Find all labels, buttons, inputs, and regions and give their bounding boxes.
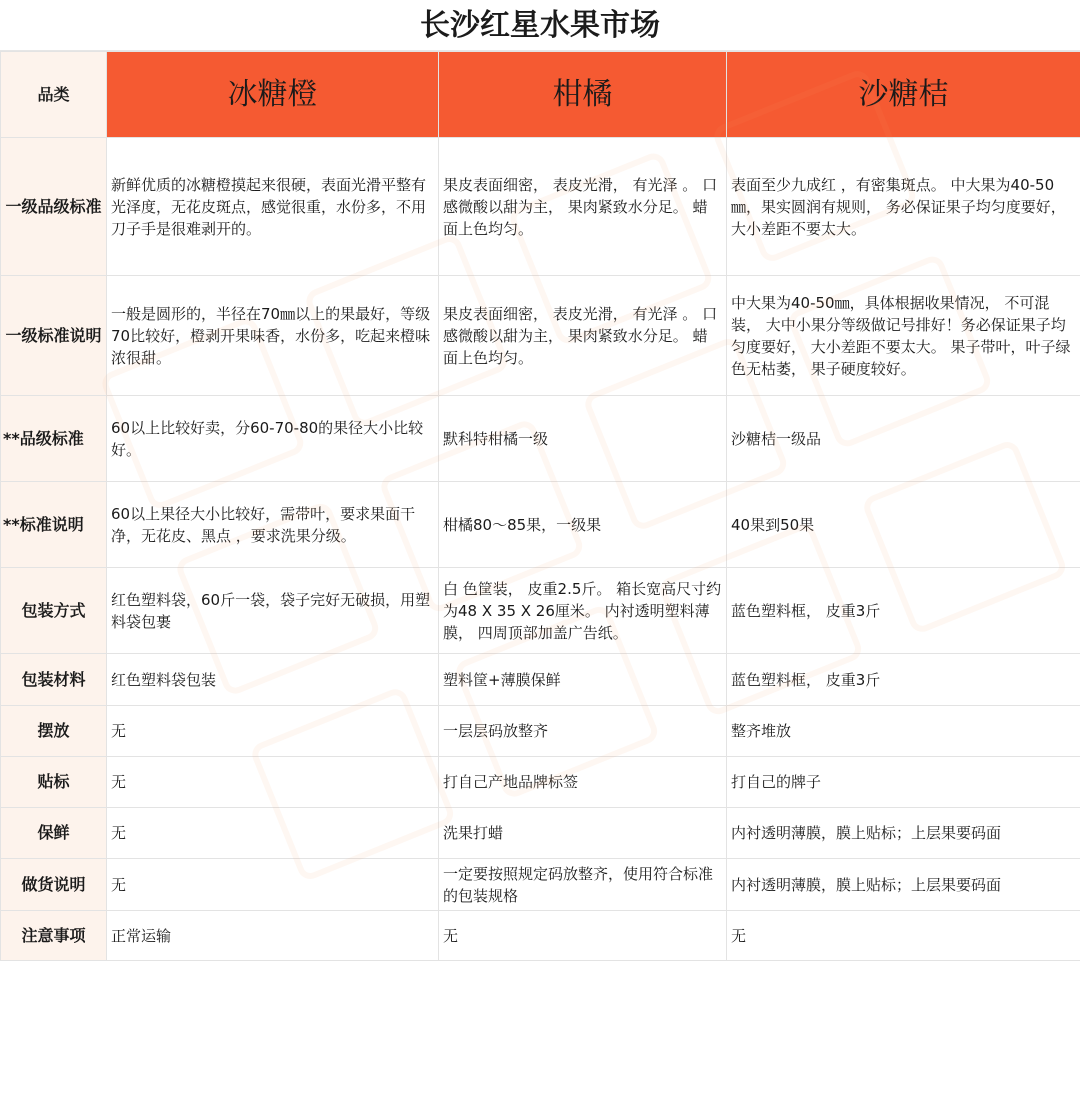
row-label: 包装方式	[1, 568, 107, 654]
table-cell: 一层层码放整齐	[439, 706, 727, 757]
table-cell: 红色塑料袋，60斤一袋，袋子完好无破损，用塑料袋包裹	[107, 568, 439, 654]
table-cell: 表面至少九成红 ，有密集斑点。 中大果为40-50㎜，果实圆润有规则， 务必保证果子均匀度要好， 大小差距不要太大。	[727, 138, 1080, 276]
table-cell: 一般是圆形的，半径在70㎜以上的果最好，等级70比较好，橙剥开果味香，水份多，吃起来橙味浓很甜。	[107, 276, 439, 396]
table-cell: 白 色筐装， 皮重2.5斤。 箱长宽高尺寸约为48 X 35 X 26厘米。 内衬透明塑料薄膜， 四周顶部加盖广告纸。	[439, 568, 727, 654]
table-cell: 蓝色塑料框， 皮重3斤	[727, 568, 1080, 654]
table-cell: 中大果为40-50㎜，具体根据收果情况， 不可混装， 大中小果分等级做记号排好！务必保证果子均匀度要好， 大小差距不要太大。 果子带叶，叶子绿色无枯萎， 果子硬度较好。	[727, 276, 1080, 396]
column-header-ganju: 柑橘	[439, 52, 727, 138]
row-label: **标准说明	[1, 482, 107, 568]
table-cell: 一定要按照规定码放整齐，使用符合标准的包装规格	[439, 859, 727, 911]
table-row	[1, 757, 1080, 808]
row-label: **品级标准	[1, 396, 107, 482]
table-row	[1, 396, 1080, 482]
column-header-shatangju: 沙糖桔	[727, 52, 1080, 138]
row-label: 做货说明	[1, 859, 107, 911]
table-row	[1, 859, 1080, 911]
table-cell: 整齐堆放	[727, 706, 1080, 757]
table-cell: 无	[107, 808, 439, 859]
row-label: 保鲜	[1, 808, 107, 859]
table-cell: 无	[439, 911, 727, 961]
table-row	[1, 706, 1080, 757]
row-label: 一级品级标准	[1, 138, 107, 276]
table-row	[1, 654, 1080, 706]
table-cell: 红色塑料袋包装	[107, 654, 439, 706]
table-cell: 果皮表面细密， 表皮光滑， 有光泽 。 口感微酸以甜为主， 果肉紧致水分足。 蜡面上色均匀。	[439, 138, 727, 276]
table-cell: 柑橘80～85果，一级果	[439, 482, 727, 568]
table-cell: 内衬透明薄膜，膜上贴标；上层果要码面	[727, 859, 1080, 911]
table-cell: 无	[107, 706, 439, 757]
fruit-table	[0, 51, 1080, 961]
table-cell: 塑料筐+薄膜保鲜	[439, 654, 727, 706]
table-row	[1, 482, 1080, 568]
table-cell: 无	[727, 911, 1080, 961]
table-row	[1, 808, 1080, 859]
row-label: 包装材料	[1, 654, 107, 706]
table-cell: 新鲜优质的冰糖橙摸起来很硬，表面光滑平整有光泽度，无花皮斑点，感觉很重，水份多，不用刀子手是很难剥开的。	[107, 138, 439, 276]
column-header-bingtangcheng: 冰糖橙	[107, 52, 439, 138]
table-row	[1, 911, 1080, 961]
header-row	[1, 52, 1080, 138]
table-cell: 打自己的牌子	[727, 757, 1080, 808]
row-label: 注意事项	[1, 911, 107, 961]
table-cell: 蓝色塑料框， 皮重3斤	[727, 654, 1080, 706]
row-label: 摆放	[1, 706, 107, 757]
table-cell: 内衬透明薄膜，膜上贴标；上层果要码面	[727, 808, 1080, 859]
table-cell: 60以上比较好卖，分60-70-80的果径大小比较好。	[107, 396, 439, 482]
table-cell: 沙糖桔一级品	[727, 396, 1080, 482]
table-cell: 正常运输	[107, 911, 439, 961]
table-cell: 60以上果径大小比较好，需带叶，要求果面干净，无花皮、黑点 ，要求洗果分级。	[107, 482, 439, 568]
row-label: 贴标	[1, 757, 107, 808]
table-row	[1, 568, 1080, 654]
table-cell: 默科特柑橘一级	[439, 396, 727, 482]
table-row	[1, 138, 1080, 276]
table-row	[1, 276, 1080, 396]
table-cell: 果皮表面细密， 表皮光滑， 有光泽 。 口感微酸以甜为主， 果肉紧致水分足。 蜡面上色均匀。	[439, 276, 727, 396]
category-header: 品类	[1, 52, 107, 138]
table-cell: 40果到50果	[727, 482, 1080, 568]
row-label: 一级标准说明	[1, 276, 107, 396]
table-cell: 打自己产地品牌标签	[439, 757, 727, 808]
table-cell: 无	[107, 757, 439, 808]
table-cell: 无	[107, 859, 439, 911]
page-title: 长沙红星水果市场	[0, 0, 1080, 51]
table-cell: 洗果打蜡	[439, 808, 727, 859]
